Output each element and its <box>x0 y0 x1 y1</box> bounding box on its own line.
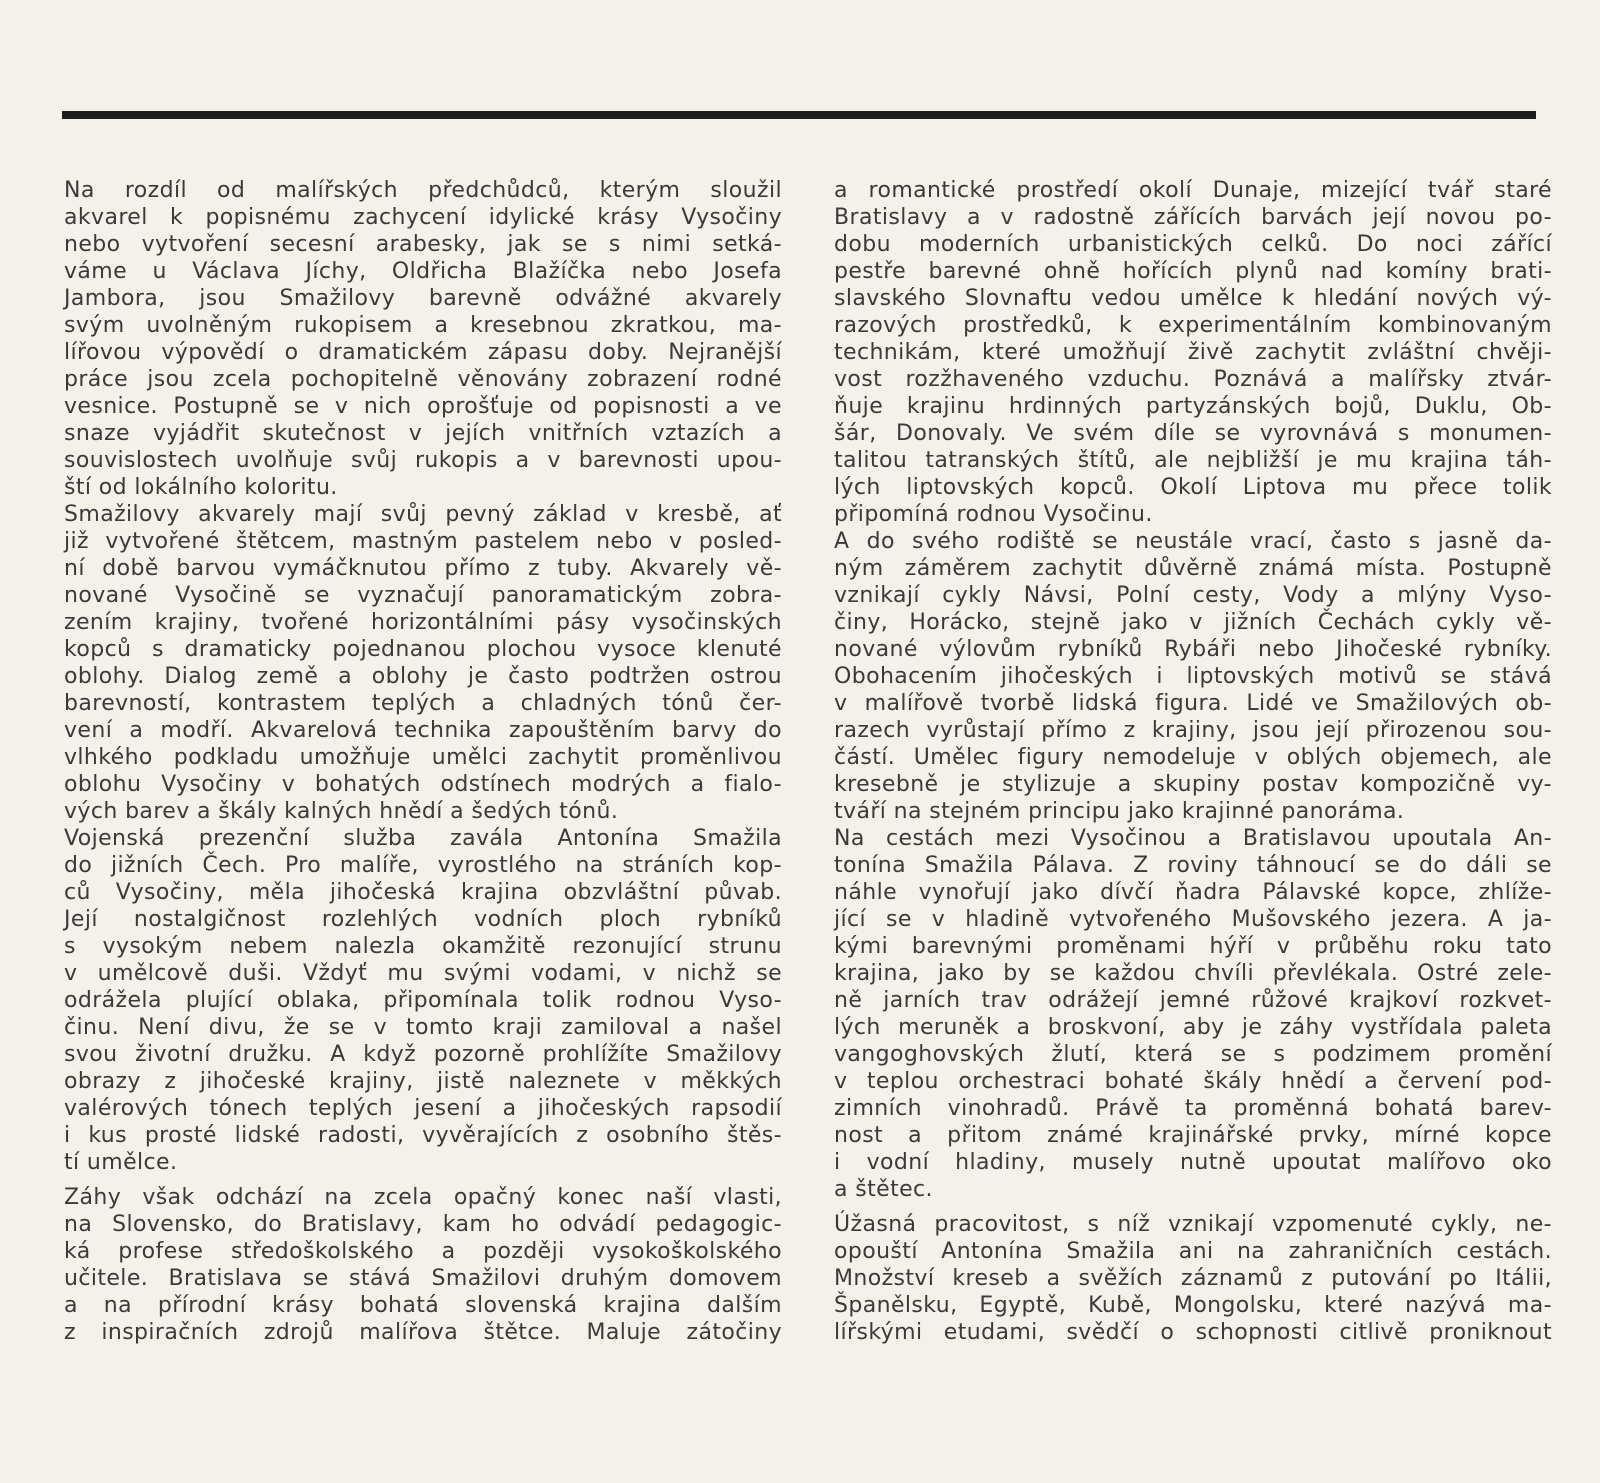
text-line: Španělsku, Egyptě, Kubě, Mongolsku, které nazývá ma- <box>834 1293 1552 1318</box>
text-line: lých meruněk a broskvoní, aby je záhy vystřídala paleta <box>834 1015 1552 1040</box>
text-line: vangoghovských žlutí, která se s podzimem promění <box>834 1042 1552 1067</box>
text-line: připomíná rodnou Vysočinu. <box>834 502 1153 527</box>
text-line: obrazy z jihočeské krajiny, jistě naleznete v měkkých <box>64 1069 782 1094</box>
text-line: akvarel k popisnému zachycení idylické krásy Vysočiny <box>64 205 782 230</box>
text-line: ců Vysočiny, měla jihočeská krajina obzvláštní půvab. <box>64 880 782 905</box>
text-line: A do svého rodiště se neustále vrací, často s jasně da- <box>834 529 1552 554</box>
text-line: na Slovensko, do Bratislavy, kam ho odvádí pedagogic- <box>64 1212 782 1237</box>
text-line: činu. Není divu, že se v tomto kraji zamiloval a našel <box>64 1015 782 1040</box>
text-line: nované výlovům rybníků Rybáři nebo Jihočeské rybníky. <box>834 637 1552 662</box>
text-line: zením krajiny, tvořené horizontálními pásy vysočinských <box>64 610 782 635</box>
text-line: technikám, které umožňují živě zachytit zvláštní chvěji- <box>834 340 1552 365</box>
text-line: dobu moderních urbanistických celků. Do noci zářící <box>834 232 1552 257</box>
text-line: částí. Umělec figury nemodeluje v oblých objemech, ale <box>834 745 1552 770</box>
text-line: váme u Václava Jíchy, Oldřicha Blažíčka nebo Josefa <box>64 259 782 284</box>
text-line: opouští Antonína Smažila ani na zahraničních cestách. <box>834 1239 1552 1264</box>
text-line: ně jarních trav odrážejí jemné růžové krajkoví rozkvet- <box>834 988 1552 1013</box>
text-line: krajina, jako by se každou chvíli převlékala. Ostré zele- <box>834 961 1552 986</box>
text-line: v umělcově duši. Vždyť mu svými vodami, v nichž se <box>64 961 782 986</box>
text-line: lých liptovských kopců. Okolí Liptova mu přece tolik <box>834 475 1552 500</box>
text-line: svým uvolněným rukopisem a kresebnou zkratkou, ma- <box>64 313 782 338</box>
text-line: z inspiračních zdrojů malířova štětce. Maluje zátočiny <box>64 1320 782 1345</box>
right-text-column <box>834 177 1552 1346</box>
text-line: s vysokým nebem nalezla okamžitě rezonující strunu <box>64 934 782 959</box>
text-line: kopců s dramaticky pojednanou plochou vysoce klenuté <box>64 637 782 662</box>
top-rule <box>62 111 1536 119</box>
text-line: práce jsou zcela pochopitelně věnovány zobrazení rodné <box>64 367 782 392</box>
text-line: a romantické prostředí okolí Dunaje, mizející tvář staré <box>834 178 1552 203</box>
text-line: ňuje krajinu hrdinných partyzánských bojů, Duklu, Ob- <box>834 394 1552 419</box>
text-line: kresebně je stylizuje a skupiny postav kompozičně vy- <box>834 772 1552 797</box>
paragraph-gap <box>834 1203 1552 1211</box>
text-line: nované Vysočině se vyznačují panoramatickým zobra- <box>64 583 782 608</box>
text-line: tváří na stejném principu jako krajinné panoráma. <box>834 799 1405 824</box>
text-line: náhle vynořují jako dívčí ňadra Pálavské kopce, zhlíže- <box>834 880 1552 905</box>
text-line: učitele. Bratislava se stává Smažilovi druhým domovem <box>64 1266 782 1291</box>
text-line: pestře barevné ohně hořících plynů nad komíny brati- <box>834 259 1552 284</box>
text-line: vesnice. Postupně se v nich oprošťuje od popisnosti a ve <box>64 394 782 419</box>
text-line: a na přírodní krásy bohatá slovenská krajina dalším <box>64 1293 782 1318</box>
text-line: již vytvořené štětcem, mastným pastelem nebo v posled- <box>64 529 782 554</box>
text-line: ká profese středoškolského a později vysokoškolského <box>64 1239 782 1264</box>
text-line: vých barev a škály kalných hnědí a šedých tónů. <box>64 799 619 824</box>
text-line: činy, Horácko, stejně jako v jižních Čechách cykly vě- <box>834 610 1552 635</box>
text-line: vlhkého podkladu umožňuje umělci zachytit proměnlivou <box>64 745 782 770</box>
text-line: slavského Slovnaftu vedou umělce k hledání nových vý- <box>834 286 1552 311</box>
text-line: v malířově tvorbě lidská figura. Lidé ve Smažilových ob- <box>834 691 1552 716</box>
text-line: Smažilovy akvarely mají svůj pevný základ v kresbě, ať <box>64 502 782 527</box>
text-line: tí umělce. <box>64 1150 178 1175</box>
text-line: svou životní družku. A když pozorně prohlížíte Smažilovy <box>64 1042 782 1067</box>
text-line: Jambora, jsou Smažilovy barevně odvážné akvarely <box>64 286 782 311</box>
text-line: ným záměrem zachytit důvěrně známá místa. Postupně <box>834 556 1552 581</box>
text-line: vost rozžhaveného vzduchu. Poznává a malířsky ztvár- <box>834 367 1552 392</box>
text-line: oblohu Vysočiny v bohatých odstínech modrých a fialo- <box>64 772 782 797</box>
paragraph-gap <box>64 1176 782 1184</box>
text-line: i vodní hladiny, musely nutně upoutat malířovo oko <box>834 1150 1552 1175</box>
text-line: vznikají cykly Návsi, Polní cesty, Vody a mlýny Vyso- <box>834 583 1552 608</box>
text-line: Na cestách mezi Vysočinou a Bratislavou upoutala An- <box>834 826 1552 851</box>
text-line: a štětec. <box>834 1177 933 1202</box>
text-line: talitou tatranských štítů, ale nejbližší je mu krajina táh- <box>834 448 1552 473</box>
text-line: barevností, kontrastem teplých a chladných tónů čer- <box>64 691 782 716</box>
text-line: Záhy však odchází na zcela opačný konec naší vlasti, <box>64 1185 782 1210</box>
text-line: vení a modří. Akvarelová technika zapouštěním barvy do <box>64 718 782 743</box>
text-line: lířovou výpovědí o dramatickém zápasu doby. Nejranější <box>64 340 782 365</box>
text-line: i kus prosté lidské radosti, vyvěrajících z osobního štěs- <box>64 1123 782 1148</box>
text-line: nost a přitom známé krajinářské prvky, mírné kopce <box>834 1123 1552 1148</box>
text-line: do jižních Čech. Pro malíře, vyrostlého na stráních kop- <box>64 853 782 878</box>
text-line: Na rozdíl od malířských předchůdců, kterým sloužil <box>64 178 782 203</box>
text-line: nebo vytvoření secesní arabesky, jak se s nimi setká- <box>64 232 782 257</box>
text-line: Úžasná pracovitost, s níž vznikají vzpomenuté cykly, ne- <box>834 1212 1552 1237</box>
left-text-column <box>64 177 782 1346</box>
text-line: šár, Donovaly. Ve svém díle se vyrovnává s monumen- <box>834 421 1552 446</box>
text-line: Obohacením jihočeských i liptovských motivů se stává <box>834 664 1552 689</box>
text-line: Její nostalgičnost rozlehlých vodních ploch rybníků <box>64 907 782 932</box>
text-line: zimních vinohradů. Právě ta proměnná bohatá barev- <box>834 1096 1552 1121</box>
text-line: razových prostředků, k experimentálním kombinovaným <box>834 313 1552 338</box>
text-line: jící se v hladině vytvořeného Mušovského jezera. A ja- <box>834 907 1552 932</box>
text-line: tonína Smažila Pálava. Z roviny táhnoucí se do dáli se <box>834 853 1552 878</box>
text-line: kými barevnými proměnami hýří v průběhu roku tato <box>834 934 1552 959</box>
text-line: ní době barvou vymáčknutou přímo z tuby. Akvarely vě- <box>64 556 782 581</box>
text-line: Množství kreseb a svěžích záznamů z putování po Itálii, <box>834 1266 1552 1291</box>
text-line: valérových tónech teplých jesení a jihočeských rapsodií <box>64 1096 782 1121</box>
text-line: v teplou orchestraci bohaté škály hnědí a červení pod- <box>834 1069 1552 1094</box>
text-line: ští od lokálního koloritu. <box>64 475 338 500</box>
text-line: razech vyrůstají přímo z krajiny, jsou její přirozenou sou- <box>834 718 1552 743</box>
text-line: Bratislavy a v radostně zářících barvách její novou po- <box>834 205 1552 230</box>
text-line: odrážela plující oblaka, připomínala tolik rodnou Vyso- <box>64 988 782 1013</box>
text-line: souvislostech uvolňuje svůj rukopis a v barevnosti upou- <box>64 448 782 473</box>
text-line: Vojenská prezenční služba zavála Antonína Smažila <box>64 826 782 851</box>
text-line: snaze vyjádřit skutečnost v jejích vnitřních vztazích a <box>64 421 782 446</box>
text-line: oblohy. Dialog země a oblohy je často podtržen ostrou <box>64 664 782 689</box>
text-line: lířskými etudami, svědčí o schopnosti citlivě proniknout <box>834 1320 1552 1345</box>
